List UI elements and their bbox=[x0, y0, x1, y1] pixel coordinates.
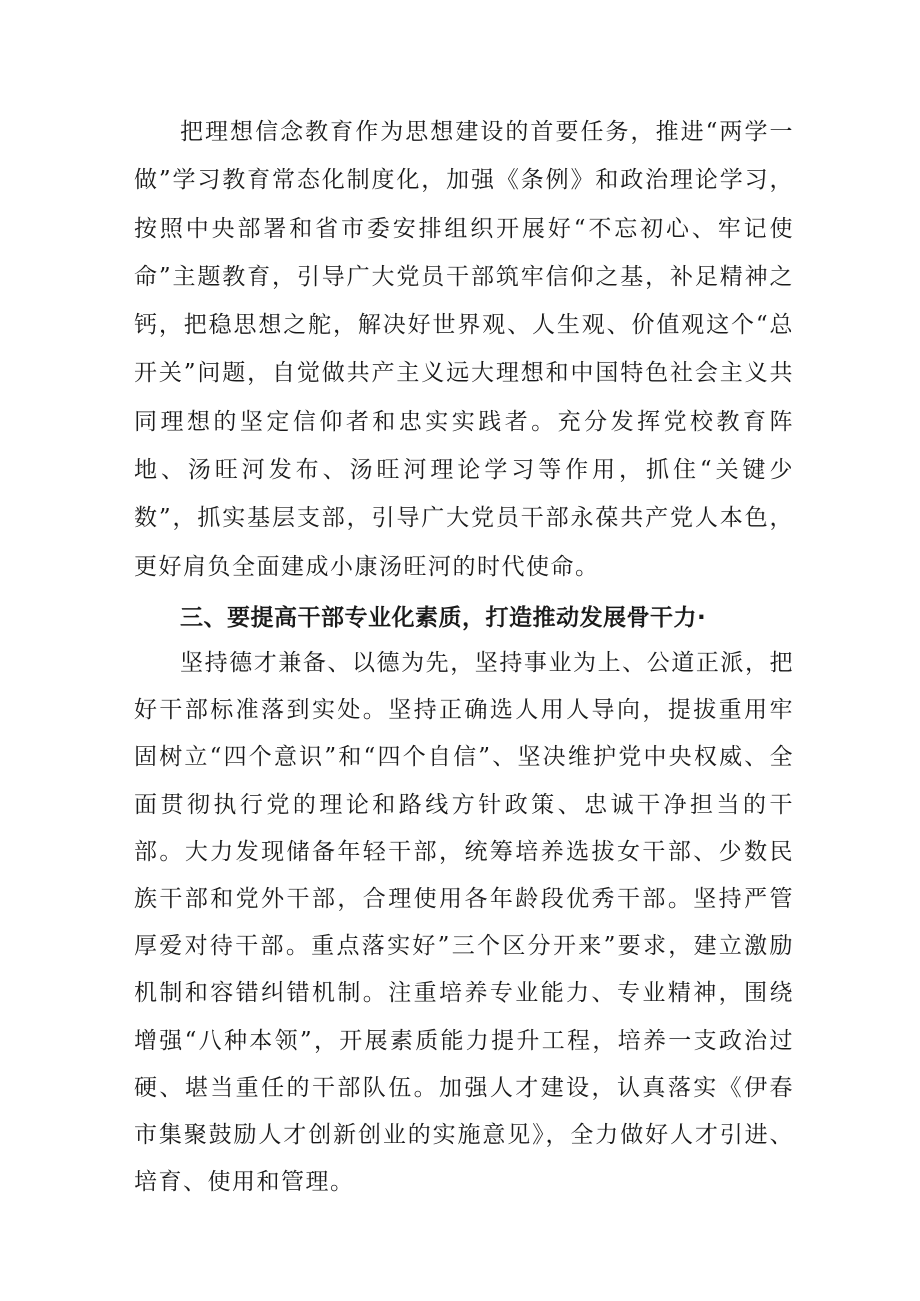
body-paragraph-cadre-selection: 坚持德才兼备、以德为先，坚持事业为上、公道正派，把好干部标准落到实处。坚持正确选人用人导向，提拔重用牢固树立“四个意识”和“四个自信”、坚决维护党中央权威、全面贯彻执行党的理论和路线方针政策、忠诚干净担当的干部。大力发现储备年轻干部，统筹培养选拔女干部、少数民族干部和党外干部，合理使用各年龄段优秀干部。坚持严管厚爱对待干部。重点落实好”三个区分开来”要求，建立激励机制和容错纠错机制。注重培养专业能力、专业精神，围绕增强“八种本领”，开展素质能力提升工程，培养一支政治过硬、堪当重任的干部队伍。加强人才建设，认真落实《伊春市集聚鼓励人才创新创业的实施意见》，全力做好人才引进、培育、使用和管理。 bbox=[134, 650, 794, 1196]
section-heading-3: 三、要提高干部专业化素质，打造推动发展骨干力· bbox=[180, 605, 707, 631]
body-paragraph-ideals-education: 把理想信念教育作为思想建设的首要任务，推进“两学一做”学习教育常态化制度化，加强《条例》和政治理论学习，按照中央部署和省市委安排组织开展好“不忘初心、牢记使命”主题教育，引导广大党员干部筑牢信仰之基，补足精神之钙，把稳思想之舵，解决好世界观、人生观、价值观这个“总开关”问题，自觉做共产主义远大理想和中国特色社会主义共同理想的坚定信仰者和忠实实践者。充分发挥党校教育阵地、汤旺河发布、汤旺河理论学习等作用，抓住“关键少数”，抓实基层支部，引导广大党员干部永葆共产党人本色，更好肩负全面建成小康汤旺河的时代使命。 bbox=[134, 119, 794, 580]
